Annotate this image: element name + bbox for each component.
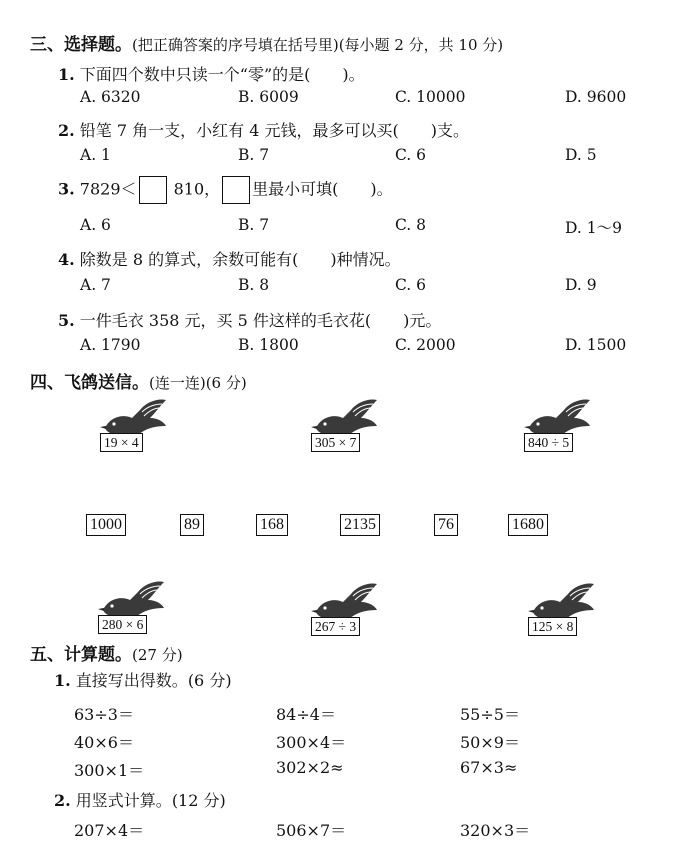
blank-box[interactable]	[139, 176, 167, 204]
calc-item[interactable]: 55÷5＝	[460, 705, 520, 724]
section5-note: (27 分)	[132, 646, 183, 664]
part-note: (12 分)	[171, 791, 226, 810]
question-4	[58, 247, 401, 270]
calc-item[interactable]: 40×6＝	[74, 733, 134, 752]
question-text-a: 7829＜	[79, 179, 137, 199]
calc-item[interactable]: 50×9＝	[460, 733, 520, 752]
answer-box[interactable]: 1680	[508, 514, 548, 536]
question-text-b: 810，	[173, 179, 221, 199]
option-a[interactable]: A. 1790	[80, 336, 141, 354]
part2-heading	[54, 788, 226, 811]
option-d[interactable]: D. 9	[565, 276, 597, 294]
question-text: 除数是 8 的算式，余数可能有( )种情况。	[79, 250, 401, 269]
question-number: 5.	[58, 311, 75, 330]
section3-heading	[30, 30, 503, 55]
part-text: 用竖式计算。	[75, 791, 172, 810]
option-d[interactable]: D. 5	[565, 146, 597, 164]
pigeon-card[interactable]	[100, 396, 170, 454]
blank-box[interactable]	[222, 176, 250, 204]
option-c[interactable]: C. 8	[395, 216, 427, 234]
calc-item[interactable]: 302×2≈	[276, 758, 344, 777]
option-a[interactable]: A. 7	[80, 276, 111, 294]
calc-item[interactable]: 300×1＝	[74, 761, 145, 780]
option-b[interactable]: B. 8	[238, 276, 270, 294]
pigeon-card[interactable]	[311, 396, 381, 454]
answer-box[interactable]: 76	[434, 514, 458, 536]
option-c[interactable]: C. 6	[395, 276, 427, 294]
question-number: 1.	[58, 65, 75, 84]
pigeon-card[interactable]	[98, 578, 168, 636]
question-2	[58, 118, 469, 141]
option-c[interactable]: C. 10000	[395, 88, 466, 106]
calc-item[interactable]: 84÷4＝	[276, 705, 336, 724]
option-b[interactable]: B. 6009	[238, 88, 299, 106]
option-c[interactable]: C. 6	[395, 146, 427, 164]
answer-box[interactable]: 1000	[86, 514, 126, 536]
question-3	[58, 176, 393, 204]
pigeon-label: 280 × 6	[98, 615, 147, 634]
question-text: 铅笔 7 角一支，小红有 4 元钱，最多可以买( )支。	[79, 121, 469, 140]
pigeon-label: 267 ÷ 3	[311, 617, 360, 636]
option-d[interactable]: D. 1500	[565, 336, 627, 354]
pigeon-label: 125 × 8	[528, 617, 577, 636]
option-d[interactable]: D. 9600	[565, 88, 627, 106]
option-b[interactable]: B. 7	[238, 146, 270, 164]
part-note: (6 分)	[187, 671, 232, 690]
option-a[interactable]: A. 6	[80, 216, 111, 234]
option-b[interactable]: B. 7	[238, 216, 270, 234]
question-number: 3.	[58, 179, 75, 199]
pigeon-card[interactable]	[524, 396, 594, 454]
option-d[interactable]: D. 1～9	[565, 219, 622, 237]
section3-note: (把正确答案的序号填在括号里)(每小题 2 分，共 10 分)	[132, 36, 504, 54]
calc-item[interactable]: 63÷3＝	[74, 705, 134, 724]
calc-item[interactable]: 67×3≈	[460, 758, 518, 777]
calc-item[interactable]: 300×4＝	[276, 733, 347, 752]
option-b[interactable]: B. 1800	[238, 336, 299, 354]
part-number: 2.	[54, 791, 71, 810]
question-5	[58, 308, 441, 331]
question-text-c: 里最小可填( )。	[252, 179, 393, 199]
vertical-calc-item[interactable]: 207×4＝	[74, 821, 145, 840]
part-number: 1.	[54, 671, 71, 690]
question-number: 2.	[58, 121, 75, 140]
question-text: 一件毛衣 358 元，买 5 件这样的毛衣花( )元。	[79, 311, 442, 330]
pigeon-card[interactable]	[528, 580, 598, 638]
pigeon-card[interactable]	[311, 580, 381, 638]
section3-title: 三、选择题。	[30, 35, 132, 55]
pigeon-label: 19 × 4	[100, 433, 143, 452]
answer-box[interactable]: 168	[256, 514, 288, 536]
question-number: 4.	[58, 250, 75, 269]
vertical-calc-item[interactable]: 320×3＝	[460, 821, 531, 840]
option-a[interactable]: A. 1	[80, 146, 111, 164]
section5-heading	[30, 640, 183, 665]
part1-heading	[54, 668, 232, 691]
part-text: 直接写出得数。	[75, 671, 188, 690]
answer-box[interactable]: 2135	[340, 514, 380, 536]
option-c[interactable]: C. 2000	[395, 336, 456, 354]
section4-note: (连一连)(6 分)	[149, 374, 247, 392]
question-1	[58, 62, 365, 85]
question-text: 下面四个数中只读一个“零”的是( )。	[79, 65, 365, 84]
answer-box[interactable]: 89	[180, 514, 204, 536]
option-a[interactable]: A. 6320	[80, 88, 141, 106]
vertical-calc-item[interactable]: 506×7＝	[276, 821, 347, 840]
section5-title: 五、计算题。	[30, 645, 132, 665]
pigeon-label: 305 × 7	[311, 433, 360, 452]
pigeon-label: 840 ÷ 5	[524, 433, 573, 452]
section4-heading	[30, 368, 247, 393]
section4-title: 四、飞鸽送信。	[30, 373, 149, 393]
